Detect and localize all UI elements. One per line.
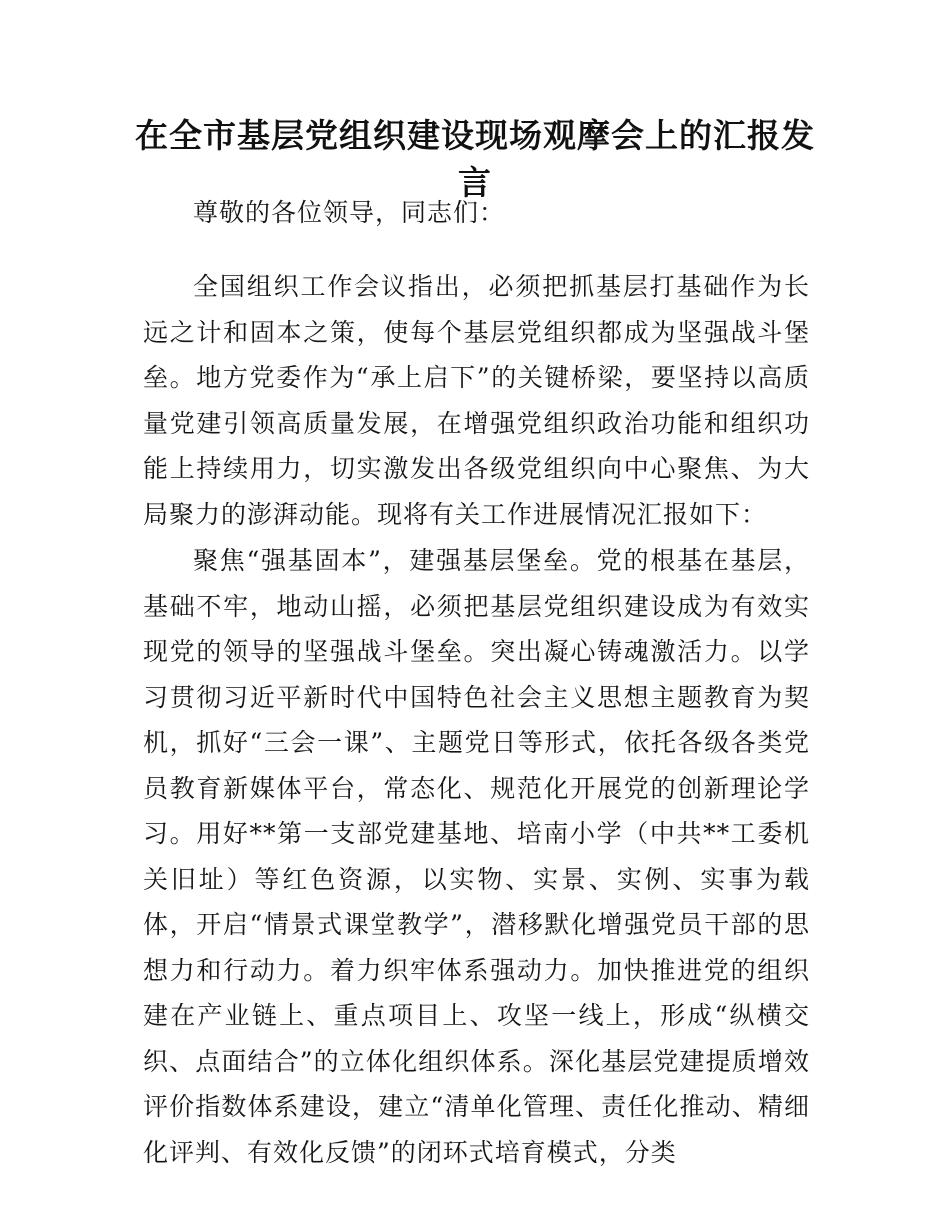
paragraph-strengthen-foundation: 聚焦“强基固本”，建强基层堡垒。党的根基在基层，基础不牢，地动山摇，必须把基层党组织建设成为有效实现党的领导的坚强战斗堡垒。突出凝心铸魂激活力。以学习贯彻习近平新时代中国特色社会主义思想主题教育为契机，抓好“三会一课”、主题党日等形式，依托各级各类党员教育新媒体平台，常态化、规范化开展党的创新理论学习。用好**第一支部党建基地、培南小学（中共**工委机关旧址）等红色资源，以实物、实景、实例、实事为载体，开启“情景式课堂教学”，潜移默化增强党员干部的思想力和行动力。着力织牢体系强动力。加快推进党的组织建在产业链上、重点项目上、攻坚一线上，形成“纵横交织、点面结合”的立体化组织体系。深化基层党建提质增效评价指数体系建设，建立“清单化管理、责任化推动、精细化评判、有效化反馈”的闭环式培育模式，分类 bbox=[143, 546, 810, 1167]
document-title: 在全市基层党组织建设现场观摩会上的汇报发言 bbox=[135, 116, 815, 202]
salutation: 尊敬的各位领导，同志们： bbox=[193, 198, 506, 227]
paragraph-intro: 全国组织工作会议指出，必须把抓基层打基础作为长远之计和固本之策，使每个基层党组织都成为坚强战斗堡垒。地方党委作为“承上启下”的关键桥梁，要坚持以高质量党建引领高质量发展，在增强党组织政治功能和组织功能上持续用力，切实激发出各级党组织向中心聚焦、为大局聚力的澎湃动能。现将有关工作进展情况汇报如下： bbox=[143, 272, 810, 529]
